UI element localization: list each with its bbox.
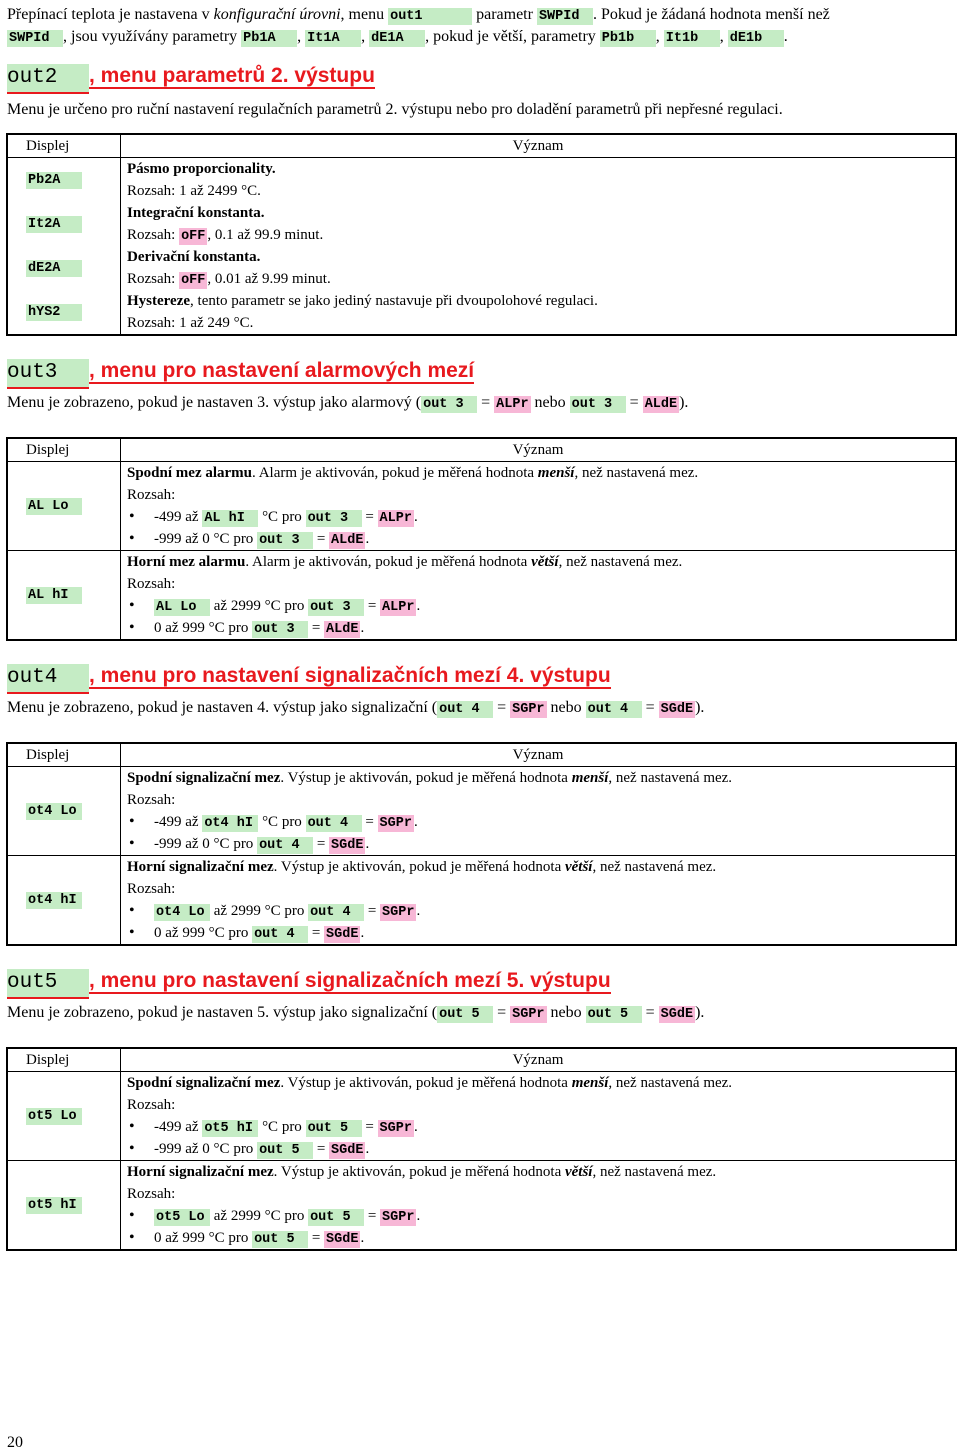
param-row bbox=[127, 290, 955, 312]
text: -499 až bbox=[154, 814, 203, 830]
lcd-code: out 3 bbox=[570, 396, 626, 413]
text: . bbox=[783, 28, 788, 45]
column-header-display: Displej bbox=[7, 743, 121, 767]
text: . bbox=[360, 1230, 365, 1246]
text: °C pro bbox=[258, 1119, 306, 1135]
text: , než nastavená mez. bbox=[608, 770, 733, 786]
lcd-code: out 5 bbox=[308, 1209, 364, 1226]
lcd-code: It1b bbox=[664, 30, 720, 47]
param-title bbox=[127, 1161, 955, 1183]
text: = bbox=[308, 925, 325, 941]
text: nebo bbox=[530, 394, 570, 411]
heading-code: out2 bbox=[7, 64, 89, 94]
list-item bbox=[127, 595, 955, 617]
lcd-code: AL Lo bbox=[26, 498, 82, 515]
heading-code: out5 bbox=[7, 969, 89, 999]
text: Přepínací teplota je nastavena v bbox=[7, 6, 214, 23]
heading-code: out3 bbox=[7, 359, 89, 389]
range-list bbox=[127, 900, 955, 944]
range-label: Rozsah: bbox=[127, 1097, 176, 1113]
text: menší bbox=[571, 770, 609, 786]
lcd-code: out1 bbox=[388, 8, 472, 25]
text: Integrační konstanta. bbox=[127, 205, 265, 221]
text: Hystereze bbox=[127, 293, 191, 309]
lcd-code: out 3 bbox=[306, 510, 362, 527]
text: , než nastavená mez. bbox=[574, 465, 699, 481]
text: . bbox=[413, 814, 418, 830]
lcd-code: dE2A bbox=[26, 260, 82, 277]
lcd-code: out 5 bbox=[252, 1231, 308, 1248]
text: menší bbox=[571, 1075, 609, 1091]
text: , jsou využívány parametry bbox=[63, 28, 242, 45]
lcd-code: SGPr bbox=[382, 905, 415, 920]
params-table-out2 bbox=[6, 133, 957, 336]
lcd-code: out 5 bbox=[306, 1120, 362, 1137]
lcd-code: ot4 hI bbox=[202, 815, 258, 832]
lcd-code: AL Lo bbox=[154, 599, 210, 616]
param-title bbox=[127, 856, 955, 878]
list-item bbox=[127, 528, 955, 550]
lcd-code: SGPr bbox=[379, 816, 412, 831]
lcd-code: SGdE bbox=[331, 1143, 364, 1158]
lcd-code: out 4 bbox=[308, 904, 364, 921]
text: , bbox=[297, 28, 306, 45]
text: Rozsah: bbox=[127, 227, 180, 243]
list-item bbox=[127, 1116, 955, 1138]
lcd-code: dE1A bbox=[369, 30, 425, 47]
text: . Pokud je žádaná hodnota menší než bbox=[592, 6, 830, 23]
lcd-code: AL hI bbox=[202, 510, 258, 527]
text: . Výstup je aktivován, pokud je měřená hodnota bbox=[273, 1164, 565, 1180]
range-label: Rozsah: bbox=[127, 792, 176, 808]
text: = bbox=[641, 1004, 659, 1021]
column-header-meaning: Význam bbox=[121, 438, 957, 462]
text: -499 až bbox=[154, 1119, 203, 1135]
lcd-code: oFF bbox=[181, 273, 206, 288]
text: . bbox=[413, 509, 418, 525]
text: . Výstup je aktivován, pokud je měřená hodnota bbox=[280, 1075, 572, 1091]
lcd-code: hYS2 bbox=[26, 304, 82, 321]
column-header-meaning: Význam bbox=[121, 1048, 957, 1072]
lcd-code: ALdE bbox=[326, 622, 359, 637]
lcd-code: dE1b bbox=[728, 30, 784, 47]
page-number: 20 bbox=[7, 1434, 23, 1451]
lcd-code: SGdE bbox=[660, 702, 694, 717]
lcd-code: ALPr bbox=[379, 511, 412, 526]
intro-line-1 bbox=[7, 4, 955, 26]
text: . Výstup je aktivován, pokud je měřená hodnota bbox=[273, 859, 565, 875]
lcd-code: AL hI bbox=[26, 587, 82, 604]
lcd-code: It1A bbox=[305, 30, 361, 47]
list-item bbox=[127, 900, 955, 922]
text: , menu bbox=[340, 6, 389, 23]
lcd-code: SWPId bbox=[537, 8, 593, 25]
range-text: Rozsah: 1 až 249 °C. bbox=[127, 315, 254, 331]
text: , 0.1 až 99.9 minut. bbox=[207, 227, 324, 243]
text: . Alarm je aktivován, pokud je měřená hodnota bbox=[245, 554, 532, 570]
text: 0 až 999 °C pro bbox=[154, 1230, 253, 1246]
text: -999 až 0 °C pro bbox=[154, 531, 258, 547]
lcd-code: out 3 bbox=[421, 396, 477, 413]
text: = bbox=[364, 903, 381, 919]
lcd-code: out 4 bbox=[257, 837, 313, 854]
heading-title: , menu pro nastavení signalizačních mezí 4. výstupu bbox=[89, 664, 611, 687]
lcd-code: out 4 bbox=[586, 701, 642, 718]
meaning-cell bbox=[121, 1072, 957, 1161]
lcd-code: ot4 hI bbox=[26, 892, 82, 909]
lcd-code: ALdE bbox=[644, 397, 678, 412]
lcd-code: out 4 bbox=[437, 701, 493, 718]
text: Spodní signalizační mez bbox=[127, 1075, 281, 1091]
text: , než nastavená mez. bbox=[608, 1075, 733, 1091]
text: 0 až 999 °C pro bbox=[154, 925, 253, 941]
display-code-cell bbox=[7, 1161, 121, 1251]
lcd-code: ALPr bbox=[496, 397, 529, 412]
text: Derivační konstanta. bbox=[127, 249, 261, 265]
range-label: Rozsah: bbox=[127, 487, 176, 503]
text: , bbox=[655, 28, 664, 45]
text: . bbox=[360, 925, 365, 941]
lcd-code: SWPId bbox=[7, 30, 63, 47]
text: ). bbox=[695, 1004, 705, 1021]
text: . bbox=[365, 836, 370, 852]
section-heading-out2 bbox=[7, 62, 955, 94]
text: °C pro bbox=[258, 814, 306, 830]
section-description bbox=[7, 1002, 955, 1024]
lcd-code: SGdE bbox=[326, 927, 359, 942]
text: Spodní mez alarmu bbox=[127, 465, 253, 481]
range-list bbox=[127, 1116, 955, 1160]
range-list bbox=[127, 506, 955, 550]
text: = bbox=[313, 1141, 330, 1157]
text: nebo bbox=[546, 1004, 586, 1021]
text: . bbox=[416, 1208, 421, 1224]
text: ). bbox=[695, 699, 705, 716]
meaning-cell bbox=[121, 158, 957, 336]
heading-title: , menu pro nastavení alarmových mezí bbox=[89, 359, 475, 382]
text: °C pro bbox=[258, 509, 306, 525]
list-item bbox=[127, 506, 955, 528]
display-codes-cell bbox=[7, 158, 121, 336]
text: nebo bbox=[546, 699, 586, 716]
intro-line-2 bbox=[7, 26, 955, 48]
display-code-cell bbox=[7, 462, 121, 551]
text: . Výstup je aktivován, pokud je měřená hodnota bbox=[280, 770, 572, 786]
column-header-display: Displej bbox=[7, 134, 121, 158]
section-description: Menu je určeno pro ruční nastavení regulačních parametrů 2. výstupu nebo pro doladění parametrů při nepřesné regulaci. bbox=[7, 101, 783, 118]
text: větší bbox=[531, 554, 559, 570]
lcd-code: ALPr bbox=[382, 600, 415, 615]
lcd-code: SGdE bbox=[660, 1007, 694, 1022]
text: . bbox=[365, 531, 370, 547]
meaning-cell bbox=[121, 462, 957, 551]
text: Menu je zobrazeno, pokud je nastaven 5. výstup jako signalizační ( bbox=[7, 1004, 438, 1021]
lcd-code: ot5 Lo bbox=[26, 1108, 82, 1125]
text: až 2999 °C pro bbox=[210, 598, 309, 614]
column-header-display: Displej bbox=[7, 438, 121, 462]
lcd-code: ot4 Lo bbox=[154, 904, 210, 921]
text: . bbox=[365, 1141, 370, 1157]
range-text: Rozsah: 1 až 2499 °C. bbox=[127, 183, 261, 199]
lcd-code: ot4 Lo bbox=[26, 803, 82, 820]
meaning-cell bbox=[121, 551, 957, 641]
text: = bbox=[313, 531, 330, 547]
text: parametr bbox=[472, 6, 537, 23]
column-header-display: Displej bbox=[7, 1048, 121, 1072]
text: Rozsah: bbox=[127, 271, 180, 287]
list-item bbox=[127, 617, 955, 639]
lcd-code: out 4 bbox=[306, 815, 362, 832]
text: ). bbox=[679, 394, 689, 411]
lcd-code: It2A bbox=[26, 216, 82, 233]
text: . bbox=[416, 903, 421, 919]
lcd-code: out 3 bbox=[257, 532, 313, 549]
text: = bbox=[493, 1004, 511, 1021]
text: až 2999 °C pro bbox=[210, 1208, 309, 1224]
text: Horní signalizační mez bbox=[127, 1164, 274, 1180]
text: . Alarm je aktivován, pokud je měřená hodnota bbox=[252, 465, 538, 481]
text: = bbox=[313, 836, 330, 852]
text: = bbox=[308, 620, 325, 636]
text: až 2999 °C pro bbox=[210, 903, 309, 919]
document-page bbox=[7, 0, 955, 1251]
text: = bbox=[361, 509, 378, 525]
lcd-code: ALdE bbox=[331, 533, 364, 548]
text: , než nastavená mez. bbox=[558, 554, 683, 570]
text: Horní mez alarmu bbox=[127, 554, 246, 570]
range-list bbox=[127, 595, 955, 639]
text: Horní signalizační mez bbox=[127, 859, 274, 875]
params-table-out5 bbox=[6, 1047, 957, 1251]
param-title bbox=[127, 767, 955, 789]
text: -499 až bbox=[154, 509, 203, 525]
params-table-out3 bbox=[6, 437, 957, 641]
display-code-cell bbox=[7, 551, 121, 641]
text: Menu je zobrazeno, pokud je nastaven 3. výstup jako alarmový ( bbox=[7, 394, 422, 411]
column-header-meaning: Význam bbox=[121, 134, 957, 158]
text: větší bbox=[564, 1164, 593, 1180]
text: . bbox=[413, 1119, 418, 1135]
meaning-cell bbox=[121, 856, 957, 946]
section-heading-out5 bbox=[7, 967, 955, 999]
text: menší bbox=[537, 465, 575, 481]
text: , bbox=[719, 28, 728, 45]
section-description bbox=[7, 697, 955, 719]
range-list bbox=[127, 811, 955, 855]
text: . bbox=[416, 598, 421, 614]
list-item bbox=[127, 833, 955, 855]
text: , 0.01 až 9.99 minut. bbox=[207, 271, 331, 287]
meaning-cell bbox=[121, 1161, 957, 1251]
lcd-code: ot5 hI bbox=[26, 1197, 82, 1214]
display-code-cell bbox=[7, 767, 121, 856]
text: Pásmo proporcionality. bbox=[127, 161, 276, 177]
lcd-code: ot5 Lo bbox=[154, 1209, 210, 1226]
param-title bbox=[127, 1072, 955, 1094]
text: = bbox=[308, 1230, 325, 1246]
list-item bbox=[127, 922, 955, 944]
lcd-code: SGPr bbox=[379, 1121, 412, 1136]
text: = bbox=[364, 598, 381, 614]
lcd-code: Pb1b bbox=[600, 30, 656, 47]
text: = bbox=[493, 699, 511, 716]
params-table-out4 bbox=[6, 742, 957, 946]
lcd-code: Pb2A bbox=[26, 172, 82, 189]
lcd-code: SGdE bbox=[331, 838, 364, 853]
section-description bbox=[7, 392, 955, 414]
text: . bbox=[360, 620, 365, 636]
list-item bbox=[127, 811, 955, 833]
range-label: Rozsah: bbox=[127, 1186, 176, 1202]
param-title bbox=[127, 551, 955, 573]
text-italic: konfigurační úrovni bbox=[213, 6, 341, 23]
text: = bbox=[364, 1208, 381, 1224]
text: = bbox=[361, 1119, 378, 1135]
column-header-meaning: Význam bbox=[121, 743, 957, 767]
text: = bbox=[477, 394, 495, 411]
list-item bbox=[127, 1138, 955, 1160]
lcd-code: SGPr bbox=[382, 1210, 415, 1225]
text: = bbox=[361, 814, 378, 830]
lcd-code: out 4 bbox=[252, 926, 308, 943]
text: = bbox=[625, 394, 643, 411]
lcd-code: Pb1A bbox=[241, 30, 297, 47]
lcd-code: out 5 bbox=[586, 1006, 642, 1023]
list-item bbox=[127, 1205, 955, 1227]
param-row bbox=[127, 202, 955, 224]
param-row bbox=[127, 158, 955, 180]
range-label: Rozsah: bbox=[127, 576, 176, 592]
text: , než nastavená mez. bbox=[592, 859, 717, 875]
lcd-code: SGPr bbox=[512, 1007, 545, 1022]
text: = bbox=[641, 699, 659, 716]
text: Spodní signalizační mez bbox=[127, 770, 281, 786]
heading-code: out4 bbox=[7, 664, 89, 694]
text: , bbox=[361, 28, 370, 45]
heading-title: , menu pro nastavení signalizačních mezí 5. výstupu bbox=[89, 969, 611, 992]
text: , pokud je větší, parametry bbox=[425, 28, 600, 45]
text: , než nastavená mez. bbox=[592, 1164, 717, 1180]
lcd-code: ot5 hI bbox=[202, 1120, 258, 1137]
lcd-code: out 5 bbox=[437, 1006, 493, 1023]
range-label: Rozsah: bbox=[127, 881, 176, 897]
text: Menu je zobrazeno, pokud je nastaven 4. výstup jako signalizační ( bbox=[7, 699, 438, 716]
text: -999 až 0 °C pro bbox=[154, 1141, 258, 1157]
section-heading-out3 bbox=[7, 357, 955, 389]
lcd-code: oFF bbox=[181, 229, 206, 244]
lcd-code: out 3 bbox=[308, 599, 364, 616]
range-text bbox=[127, 224, 955, 246]
heading-title: , menu parametrů 2. výstupu bbox=[89, 64, 375, 87]
range-text bbox=[127, 268, 955, 290]
list-item bbox=[127, 1227, 955, 1249]
lcd-code: SGdE bbox=[326, 1232, 359, 1247]
section-heading-out4 bbox=[7, 662, 955, 694]
text: 0 až 999 °C pro bbox=[154, 620, 253, 636]
lcd-code: SGPr bbox=[512, 702, 545, 717]
text: -999 až 0 °C pro bbox=[154, 836, 258, 852]
range-list bbox=[127, 1205, 955, 1249]
param-row bbox=[127, 246, 955, 268]
param-title bbox=[127, 462, 955, 484]
display-code-cell bbox=[7, 1072, 121, 1161]
lcd-code: out 3 bbox=[252, 621, 308, 638]
lcd-code: out 5 bbox=[257, 1142, 313, 1159]
text: , tento parametr se jako jediný nastavuje při dvoupolohové regulaci. bbox=[190, 293, 598, 309]
meaning-cell bbox=[121, 767, 957, 856]
text: větší bbox=[564, 859, 593, 875]
display-code-cell bbox=[7, 856, 121, 946]
